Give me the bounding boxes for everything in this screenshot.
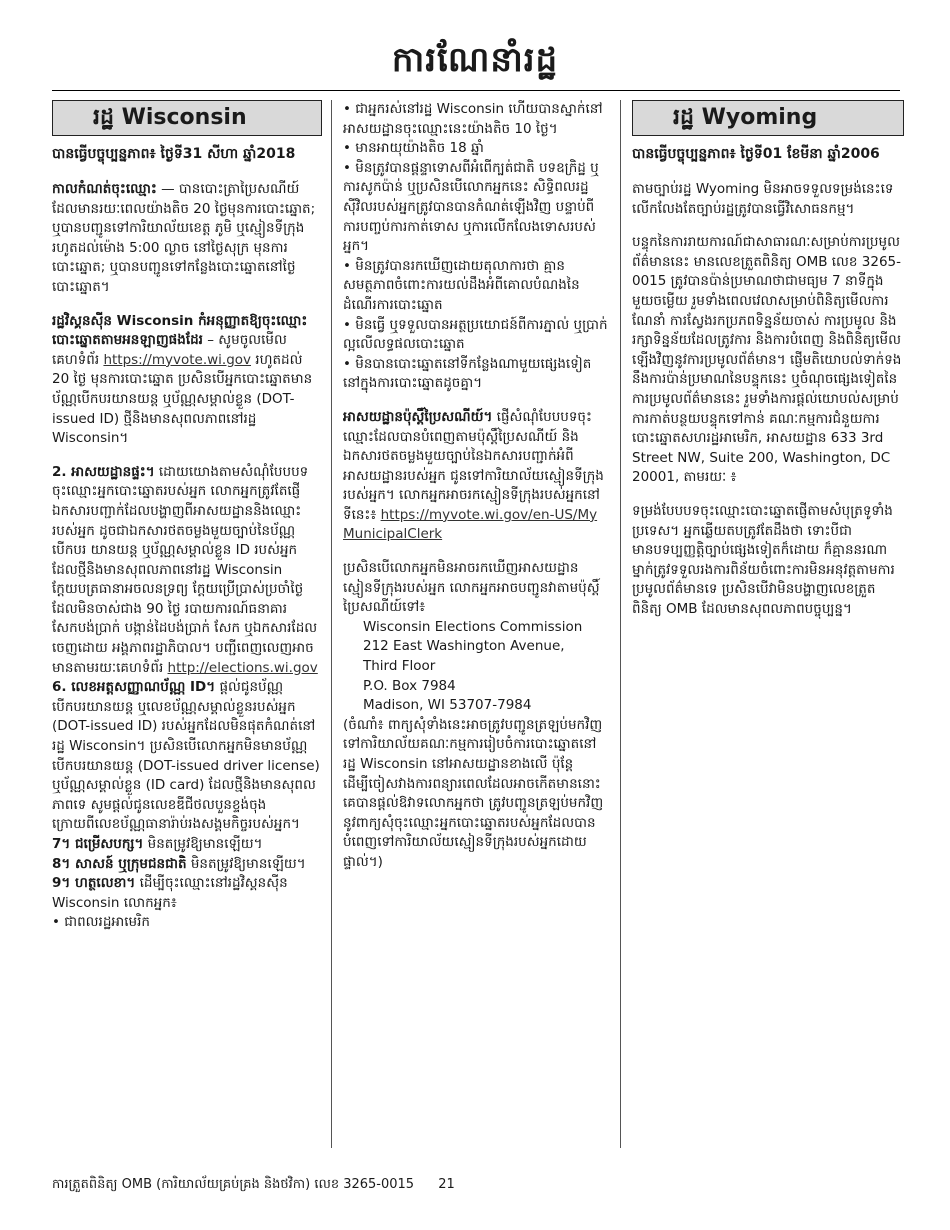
- page-title: ការណែនាំរដ្ឋ: [391, 40, 559, 80]
- address-line: 212 East Washington Avenue,: [363, 638, 565, 655]
- list-item: • ជាពលរដ្ឋអាមេរិក: [52, 914, 150, 931]
- list-item: • មិនបានបោះឆ្នោតនៅទីកន្លែងណាមួយផ្សេងទៀត នៅក្នុងការបោះឆ្នោតដូចគ្នា។: [343, 355, 592, 392]
- page-number: 21: [438, 1177, 455, 1192]
- section-8-paragraph: [52, 855, 322, 875]
- column-divider: [620, 100, 621, 1148]
- wisconsin-column-2: [343, 100, 608, 873]
- section-8-text: មិនតម្រូវឱ្យមានឡើយ។: [186, 855, 306, 872]
- list-item: • មានអាយុយ៉ាងតិច 18 ឆ្នាំ: [343, 140, 484, 157]
- section-7-label: 7។ ជម្រើសបក្ស។: [52, 836, 144, 852]
- address-line: Wisconsin Elections Commission: [363, 618, 583, 635]
- closing-statement: ទម្រង់បែបបទចុះឈ្មោះបោះឆ្នោតផ្ញើតាមសំបុត្រទូទាំងប្រទេស។ អ្នកឆ្លើយតបត្រូវតែដឹងថា ទោះបីជាមានបទប្បញ្ញត្តិច្បាប់ផ្សេងទៀតក៏ដោយ ក៏គ្មាននរណាម្នាក់ត្រូវទទួលរងការពិន័យចំពោះការមិនអនុវត្តតាមការប្រមូលព័ត៌មានទេ ប្រសិនបើវាមិនបង្ហាញលេខត្រួតពិនិត្យ OMB ដែលមានសុពលភាពបច្ចុប្បន្ន។: [632, 502, 895, 617]
- mailing-text: ផ្ញើសំណុំបែបបទចុះឈ្មោះដែលបានបំពេញតាមប៉ុស្តិ៍ប្រៃសណីយ៍ និងឯកសារថតចម្លងមួយច្បាប់នៃឯកសារបញ្ជាក់អំពីអាសយដ្ឋានរបស់អ្នក ជូនទៅការិយាល័យស្មៀនទីក្រុងរបស់អ្នក។ លោកអ្នកអាចរកស្មៀនទីក្រុងរបស់អ្នកនៅទីនេះ៖: [343, 408, 604, 523]
- list-item: • មិនត្រូវបានផ្តន្ទាទោសពីអំពើក្បត់ជាតិ បទឧក្រិដ្ឋ ឬការសូកប៉ាន់ ឬប្រសិនបើលោកអ្នកនេះ សិទ្ធិពលរដ្ឋស៊ីវិលរបស់អ្នកត្រូវបានបានកំណត់ឡើងវិញ បន្ទាប់ពីការបញ្ចប់ការកាត់ទោស ឬការលើកលែងទោសរបស់អ្នក។: [343, 159, 599, 255]
- note-paragraph: (ចំណាំ៖ ពាក្យសុំទាំងនេះអាចត្រូវបញ្ជូនត្រឡប់មកវិញទៅការិយាល័យគណៈកម្មការរៀបចំការបោះឆ្នោតនៅរដ្ឋ Wisconsin នៅអាសយដ្ឋានខាងលើ ប៉ុន្តែដើម្បីចៀសវាងការពន្យារពេលដែលអាចកើតមាននោះ គេបានផ្តល់ឱវាទលោកអ្នកថា ត្រូវបញ្ជូនត្រឡប់មកវិញនូវពាក្យសុំចុះឈ្មោះអ្នកបោះឆ្នោតរបស់អ្នកដែលបានបំពេញទៅការិយាល័យស្មៀនទីក្រុងរបស់អ្នកដោយផ្ទាល់។): [343, 716, 604, 870]
- burden-statement: បន្ទុកនៃការរាយការណ៍ជាសាធារណៈសម្រាប់ការប្រមូលព័ត៌មាននេះ មានលេខត្រួតពិនិត្យ OMB លេខ 3265-0015 ត្រូវបានប៉ាន់ប្រមាណថាជាមធ្យម 7 នាទីក្នុងមួយចម្លើយ រួមទាំងពេលវេលាសម្រាប់ពិនិត្យមើលការណែនាំ ការស្វែងរកប្រភពទិន្នន័យចាស់ ការប្រមូល និងរក្សាទិន្នន័យដែលត្រូវការ និងការបំពេញ និងពិនិត្យមើលឡើងវិញនូវការប្រមូលព័ត៌មាន។ ផ្ញើមតិយោបល់ទាក់ទងនឹងការប៉ាន់ប្រមាណនៃបន្ទុកនេះ ឬចំណុចផ្សេងទៀតនៃការប្រមូលព័ត៌មាននេះ រួមទាំងការផ្តល់យោបល់សម្រាប់ការកាត់បន្ថយបន្ទុកទៅកាន់ គណៈកម្មការជំនួយការបោះឆ្នោតសហរដ្ឋអាមេរិក, អាសយដ្ឋាន 633 3rd Street NW, Suite 200, Washington, DC 20001, តាមរយៈ ៖: [632, 234, 902, 486]
- page-footer: [52, 1176, 455, 1195]
- elections-link[interactable]: http://elections.wi.gov: [167, 659, 318, 676]
- wyoming-header: រដ្ឋ Wyoming: [632, 100, 904, 136]
- section-6-label: 6. លេខអត្តសញ្ញាណប័ណ្ណ ID។: [52, 679, 216, 696]
- section-6-paragraph: [52, 678, 322, 835]
- clerk-link[interactable]: https://myvote.wi.gov/en-US/MyMunicipalClerk: [343, 506, 598, 543]
- section-2-paragraph: [52, 463, 322, 679]
- deadline-label: កាលកំណត់ចុះឈ្មោះ: [52, 181, 157, 197]
- section-7-text: មិនតម្រូវឱ្យមានឡើយ។: [143, 836, 263, 852]
- wisconsin-header: រដ្ឋ Wisconsin: [52, 100, 322, 136]
- list-item: • ជាអ្នករស់នៅរដ្ឋ Wisconsin ហើយបានស្នាក់នៅអាសយដ្ឋានចុះឈ្មោះនេះយ៉ាងតិច 10 ថ្ងៃ។: [343, 101, 603, 137]
- address-line: Madison, WI 53707-7984: [363, 697, 532, 714]
- section-6-text: ផ្តល់ជូនប័ណ្ណបើកបរយានយន្ត ឬលេខប័ណ្ណសម្គាល់ខ្លួនរបស់អ្នក (DOT-issued ID) របស់អ្នកដែលមិនផុតកំណត់នៅរដ្ឋ Wisconsin។ ប្រសិនបើលោកអ្នកមិនមានប័ណ្ណបើកបរយានយន្ត (DOT-issued driver license) ឬប័ណ្ណសម្គាល់ខ្លួន (ID card) ដែលថ្មីនិងមានសុពលភាពទេ សូមផ្តល់ជូនលេខឌីជីថលបួនខ្ទង់ចុងក្រោយពីលេខប័ណ្ណធានារ៉ាប់រងសង្គមកិច្ចរបស់អ្នក។: [52, 679, 320, 833]
- mailing-address: [343, 618, 608, 716]
- online-text: – សូមចូលមើលគេហទំព័រ: [52, 332, 287, 368]
- mailing-label: អាសយដ្ឋានប៉ុស្តិ៍ប្រៃសណីយ៍។: [343, 408, 493, 425]
- section-2-label: 2. អាសយដ្ឋានផ្ទះ។: [52, 463, 155, 480]
- section-7-paragraph: [52, 835, 322, 855]
- address-line: P.O. Box 7984: [363, 677, 456, 694]
- online-paragraph: [52, 312, 322, 449]
- wisconsin-column-1: [52, 100, 322, 933]
- myvote-link[interactable]: https://myvote.wi.gov: [103, 351, 252, 368]
- online-label: រដ្ឋវិស្គនស៊ីន Wisconsin កំអនុញ្ញាតឱ្យចុះឈ្មោះបោះឆ្នោតតាមអនឡាញផងដែរ: [52, 312, 308, 349]
- title-divider: [52, 90, 900, 91]
- wyoming-updated: បានធ្វើបច្ចុប្បន្នភាព៖ ថ្ងៃទី01 ខែមីនា ឆ្នាំ2006: [632, 146, 880, 162]
- online-text-2: រហូតដល់ 20 ថ្ងៃ មុនការបោះឆ្នោត ប្រសិនបើអ្នកបោះឆ្នោតមានប័ណ្ណបើកបរយានយន្ត ឬប័ណ្ណសម្គាល់ខ្លួន (DOT-issued ID) ថ្មីនិងមានសុពលភាពនៅរដ្ឋ Wisconsin។: [52, 351, 313, 447]
- wyoming-intro: តាមច្បាប់រដ្ឋ Wyoming មិនអាចទទួលទម្រង់នេះទេ លើកលែងតែច្បាប់រដ្ឋត្រូវបានធ្វើវិសោធនកម្ម។: [632, 181, 894, 217]
- deadline-paragraph: [52, 180, 322, 298]
- section-9-text: ដើម្បីចុះឈ្មោះនៅរដ្ឋវិស្គនស៊ីន Wisconsin លោកអ្នក៖: [52, 875, 288, 911]
- list-item: • មិនត្រូវបានរកឃើញដោយតុលាការថា គ្មានសមត្ថភាពចំពោះការយល់ដឹងអំពីគោលបំណងនៃដំណើរការបោះឆ្នោត: [343, 257, 580, 313]
- section-9-label: 9។ ហត្ថលេខា។: [52, 875, 136, 892]
- wyoming-column: [632, 100, 904, 619]
- section-2-text: ដោយយោងតាមសំណុំបែបបទចុះឈ្មោះអ្នកបោះឆ្នោតរបស់អ្នក លោកអ្នកត្រូវតែផ្ញើឯកសារបញ្ជាក់ដែលបង្ហាញពីអាសយដ្ឋាននិងឈ្មោះរបស់អ្នក ដូចជាឯកសារថតចម្លងមួយច្បាប់នៃប័ណ្ណបើកបរ យានយន្ត ឬប័ណ្ណសម្គាល់ខ្លួន ID របស់អ្នក ដែលថ្មីនិងមានសុពលភាពនៅរដ្ឋ Wisconsin ក្តែយបត្រធានាអចលនទ្រព្យ ក្តែយប្រើប្រាស់ប្រចាំថ្ងៃដែលមិនចាស់ជាង 90 ថ្ងៃ របាយការណ៍ធនាគារ សែកបង់ប្រាក់ បង្កាន់ដៃបង់ប្រាក់ សែក ឬឯកសារដែលចេញដោយ អង្គភាពរដ្ឋាភិបាល។ បញ្ជីពេញលេញអាចមានតាមរយៈគេហទំព័រ: [52, 463, 318, 676]
- alternate-paragraph: ប្រសិនបើលោកអ្នកមិនអាចរកឃើញអាសយដ្ឋានស្មៀនទីក្រុងរបស់អ្នក លោកអ្នកអាចបញ្ជូនវាតាមប៉ុស្តិ៍ប្រៃសណីយ៍ទៅ៖: [343, 560, 600, 616]
- deadline-text: — បានបោះត្រាប្រៃសណីយ៍ដែលមានរយៈពេលយ៉ាងតិច 20 ថ្ងៃមុនការបោះឆ្នោត; ឬបានបញ្ជូនទៅការិយាល័យខេត្ត ភូមិ ឬស្មៀនទីក្រុង រហូតដល់ម៉ោង 5:00 ល្ងាច នៅថ្ងៃសុក្រ មុនការបោះឆ្នោត; ឬបានបញ្ជូនទៅកន្លែងបោះឆ្នោតនៅថ្ងៃបោះឆ្នោត។: [52, 181, 316, 295]
- mailing-paragraph: [343, 408, 608, 545]
- column-divider: [331, 100, 332, 1148]
- section-9-paragraph: [52, 874, 322, 913]
- wisconsin-updated: បានធ្វើបច្ចុប្បន្នភាព៖ ថ្ងៃទី31 សីហា ឆ្នាំ2018: [52, 146, 296, 162]
- list-item: • មិនធ្វើ ឬទទួលបានអត្ថប្រយោជន៍ពីការភ្នាល់ ឬប្រាក់ល្អលើលទ្ធផលបោះឆ្នោត: [343, 316, 608, 353]
- address-line: Third Floor: [363, 658, 436, 675]
- footer-text: ការត្រួតពិនិត្យ OMB (ការិយាល័យគ្រប់គ្រង និងថវិកា) លេខ 3265-0015: [52, 1177, 415, 1192]
- section-8-label: 8។ សាសន៍ ឬក្រុមជនជាតិ: [52, 855, 187, 872]
